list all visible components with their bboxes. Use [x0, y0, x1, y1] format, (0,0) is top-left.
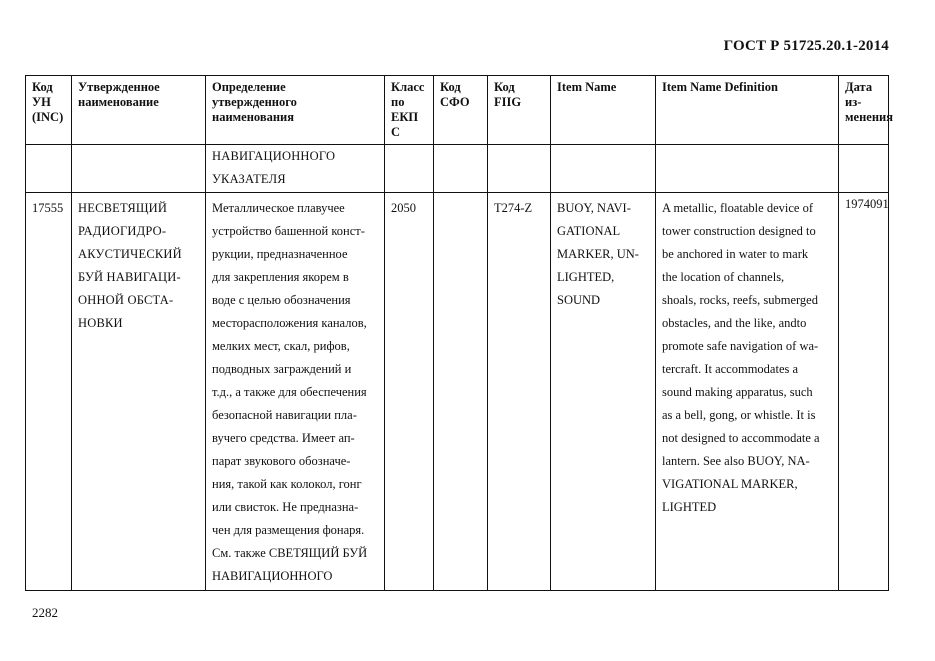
column-header-line: наименования [212, 110, 295, 124]
text-line: для закрепления якорем в [212, 270, 349, 284]
cont-inc-cell [26, 145, 72, 193]
text-line: воде с целью обозначения [212, 293, 351, 307]
text-line: A metallic, floatable device of [662, 201, 813, 215]
column-header-line: менения [845, 110, 893, 124]
text-line: т.д., а также для обеспечения [212, 385, 367, 399]
item-definition-cell [656, 193, 839, 591]
class-cell: 2050 [385, 193, 434, 591]
column-header-line: СФО [440, 95, 470, 109]
column-header [839, 76, 893, 145]
text-line: as a bell, gong, or whistle. It is [662, 408, 816, 422]
header-row [26, 76, 889, 145]
column-header [488, 76, 551, 145]
column-header-line: Утвержденное [78, 80, 160, 94]
text-line: Металлическое плавучее [212, 201, 345, 215]
text-line: ния, такой как колокол, гонг [212, 477, 362, 491]
column-header-line: Дата из- [845, 80, 873, 109]
text-line: месторасположения каналов, [212, 316, 367, 330]
text-line: БУЙ НАВИГАЦИ- [78, 270, 181, 284]
text-line: НЕСВЕТЯЩИЙ [78, 201, 168, 215]
column-header [434, 76, 488, 145]
text-line: tower construction designed to [662, 224, 816, 238]
catalog-table [25, 75, 893, 591]
column-header-line: ЕКП [391, 110, 419, 124]
column-header [551, 76, 656, 145]
text-line: shoals, rocks, reefs, submerged [662, 293, 818, 307]
text-line: устройство башенной конст- [212, 224, 365, 238]
column-header-line: Item Name [557, 80, 617, 94]
column-header [72, 76, 206, 145]
text-line: VIGATIONAL MARKER, [662, 477, 798, 491]
text-line: LIGHTED [662, 500, 717, 514]
approved-name-cell [72, 193, 206, 591]
inc-cell: 17555 [26, 193, 72, 591]
text-line: SOUND [557, 293, 601, 307]
text-line: tercraft. It accommodates a [662, 362, 799, 376]
item-name-cell [551, 193, 656, 591]
date-cell: 1974091 [839, 193, 889, 591]
cont-definition-cell [206, 145, 385, 193]
column-header-line: Код [32, 80, 53, 94]
cont-date-cell [839, 145, 889, 193]
column-header [206, 76, 385, 145]
text-line: или свисток. Не предназна- [212, 500, 359, 514]
text-line: lantern. See also BUOY, NA- [662, 454, 810, 468]
column-header-line: Код [440, 80, 461, 94]
text-line: not designed to accommodate a [662, 431, 820, 445]
text-line: чен для размещения фонаря. [212, 523, 365, 537]
text-line: безопасной навигации пла- [212, 408, 357, 422]
column-header-line: наименование [78, 95, 159, 109]
text-line: вучего средства. Имеет ап- [212, 431, 355, 445]
text-line: НАВИГАЦИОННОГО [212, 149, 336, 163]
text-line: LIGHTED, [557, 270, 615, 284]
text-line: рукции, предназначенное [212, 247, 348, 261]
text-line: парат звукового обозначе- [212, 454, 351, 468]
column-header-line: Item Name Definition [662, 80, 778, 94]
column-header-line: Код [494, 80, 515, 94]
text-line: НАВИГАЦИОННОГО [212, 569, 333, 583]
text-line: BUOY, NAVI- [557, 201, 631, 215]
column-header-line: утвержденного [212, 95, 297, 109]
column-header-line: С [391, 125, 401, 139]
text-line: подводных заграждений и [212, 362, 352, 376]
text-line: sound making apparatus, such [662, 385, 813, 399]
cont-name-cell [72, 145, 206, 193]
text-line: РАДИОГИДРО- [78, 224, 167, 238]
text-line: НОВКИ [78, 316, 123, 330]
cont-class-cell [385, 145, 434, 193]
text-line: ОННОЙ ОБСТА- [78, 293, 174, 307]
fiig-cell: T274-Z [488, 193, 551, 591]
text-line: АКУСТИЧЕСКИЙ [78, 247, 182, 261]
column-header-line: УН [32, 95, 51, 109]
document-code: ГОСТ Р 51725.20.1-2014 [723, 38, 889, 54]
text-line: be anchored in water to mark [662, 247, 809, 261]
column-header [385, 76, 434, 145]
text-line: the location of channels, [662, 270, 785, 284]
table-row [26, 193, 889, 591]
column-header-line: (INC) [32, 110, 64, 124]
column-header [656, 76, 839, 145]
cont-sfo-cell [434, 145, 488, 193]
column-header-line: Класс [391, 80, 425, 94]
text-line: мелких мест, скал, рифов, [212, 339, 350, 353]
text-line: GATIONAL [557, 224, 621, 238]
definition-cell [206, 193, 385, 591]
column-header-line: по [391, 95, 405, 109]
sfo-cell [434, 193, 488, 591]
text-line: obstacles, and the like, andto [662, 316, 807, 330]
column-header-line: Определение [212, 80, 286, 94]
page-number: 2282 [32, 605, 58, 620]
text-line: УКАЗАТЕЛЯ [212, 171, 286, 186]
text-line: См. также СВЕТЯЩИЙ БУЙ [212, 546, 368, 560]
cont-fiig-cell [488, 145, 551, 193]
column-header-line: FIIG [494, 95, 522, 109]
cont-item-name-cell [551, 145, 656, 193]
cont-item-def-cell [656, 145, 839, 193]
text-line: MARKER, UN- [557, 247, 639, 261]
text-line: promote safe navigation of wa- [662, 339, 819, 353]
column-header [26, 76, 72, 145]
continuation-row [26, 145, 889, 193]
